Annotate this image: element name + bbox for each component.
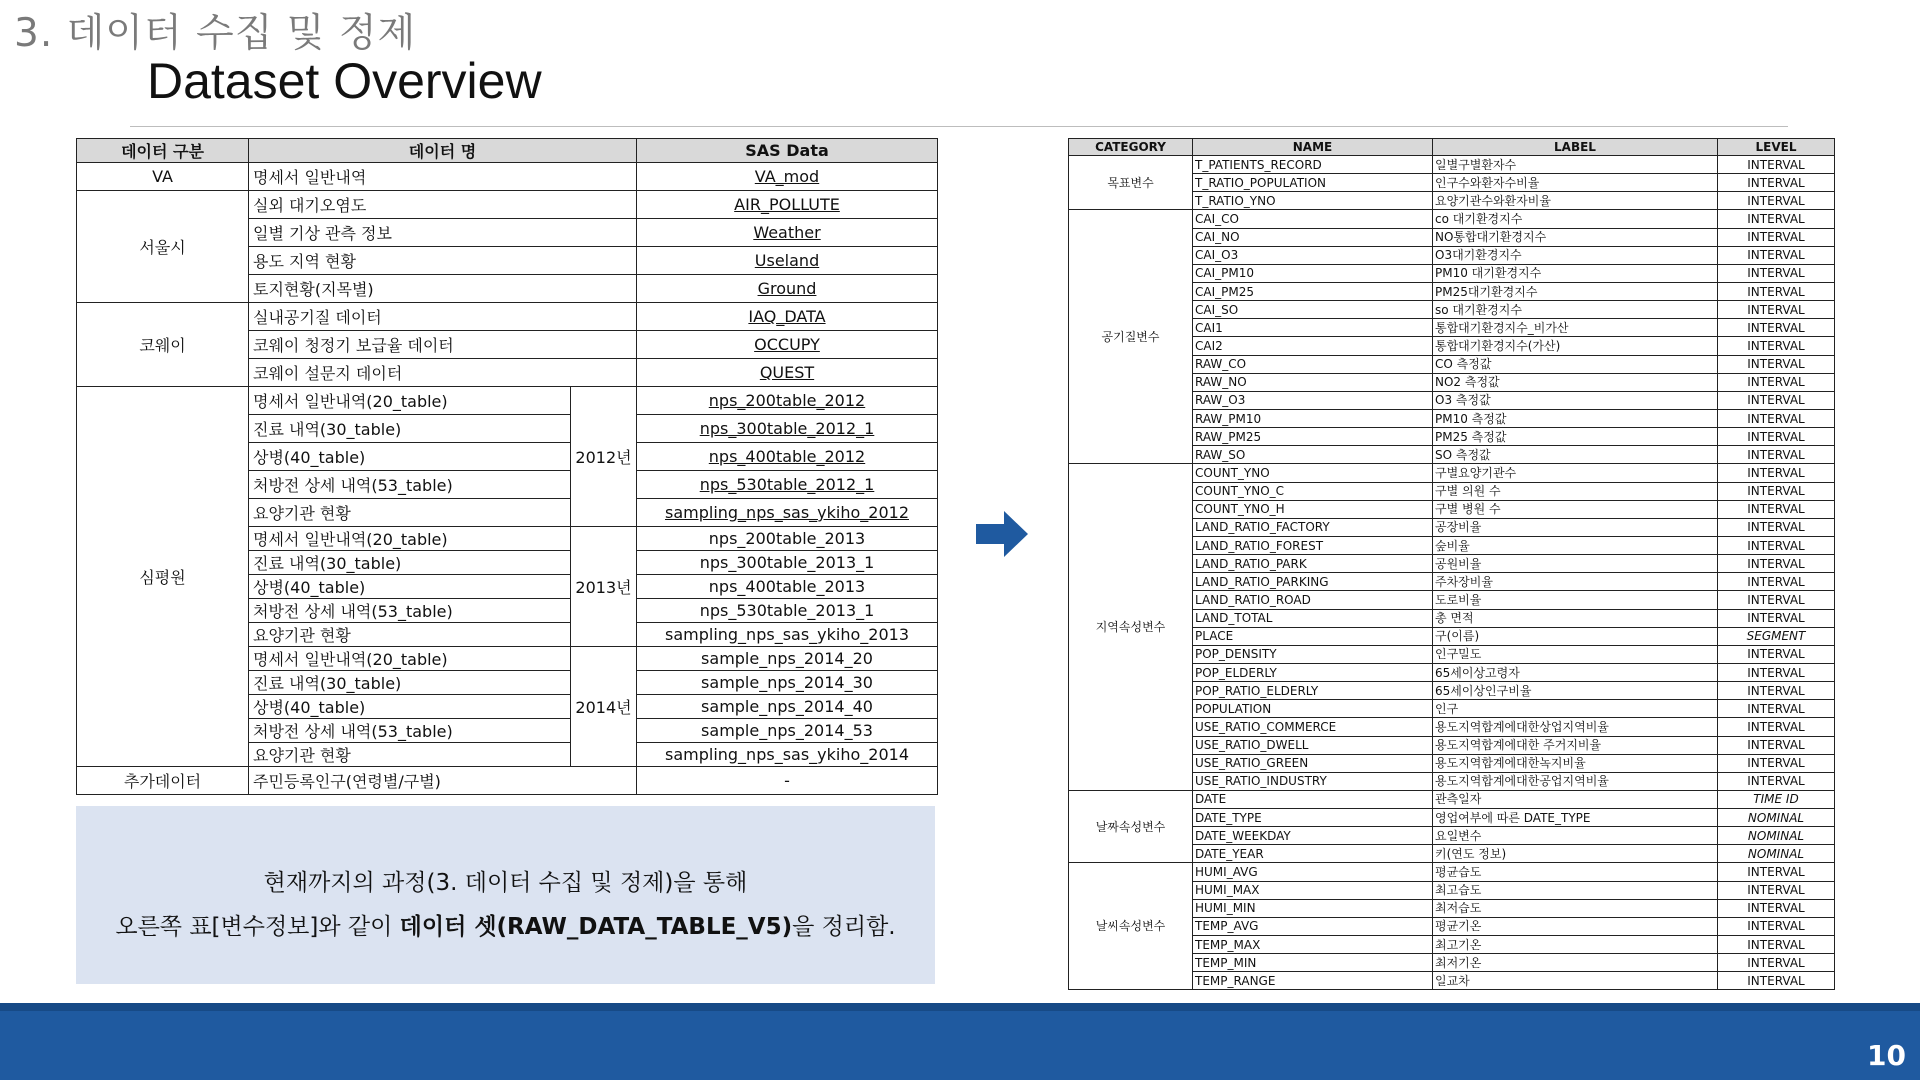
- variable-name-cell: POP_ELDERLY: [1193, 663, 1433, 681]
- variable-name-cell: RAW_CO: [1193, 355, 1433, 373]
- group-cell: 추가데이터: [77, 767, 249, 795]
- variable-name-cell: DATE_YEAR: [1193, 845, 1433, 863]
- sas-data-cell: sampling_nps_sas_ykiho_2012: [637, 499, 938, 527]
- variable-level-cell: INTERVAL: [1718, 355, 1835, 373]
- variable-label-cell: 최저습도: [1433, 899, 1718, 917]
- variable-name-cell: POP_RATIO_ELDERLY: [1193, 682, 1433, 700]
- variable-label-cell: 구(이름): [1433, 627, 1718, 645]
- column-header: SAS Data: [637, 139, 938, 163]
- table-row: [1069, 210, 1835, 228]
- variable-level-cell: NOMINAL: [1718, 827, 1835, 845]
- column-header: LEVEL: [1718, 139, 1835, 156]
- table-row: [1069, 156, 1835, 174]
- variable-level-cell: INTERVAL: [1718, 754, 1835, 772]
- variable-label-cell: 공원비율: [1433, 555, 1718, 573]
- table-row: [1069, 790, 1835, 808]
- variable-name-cell: TEMP_AVG: [1193, 917, 1433, 935]
- variable-label-cell: 키(연도 정보): [1433, 845, 1718, 863]
- sas-data-cell: nps_400table_2012: [637, 443, 938, 471]
- variable-label-cell: 최고습도: [1433, 881, 1718, 899]
- variable-label-cell: co 대기환경지수: [1433, 210, 1718, 228]
- variable-level-cell: INTERVAL: [1718, 645, 1835, 663]
- summary-text: [76, 908, 935, 941]
- data-name-cell: 코웨이 청정기 보급율 데이터: [249, 331, 637, 359]
- column-header: CATEGORY: [1069, 139, 1193, 156]
- variable-name-cell: CAI1: [1193, 319, 1433, 337]
- variable-label-cell: SO 측정값: [1433, 446, 1718, 464]
- variable-name-cell: RAW_PM25: [1193, 428, 1433, 446]
- variable-level-cell: INTERVAL: [1718, 772, 1835, 790]
- variable-label-cell: NO통합대기환경지수: [1433, 228, 1718, 246]
- data-name-cell: 상병(40_table): [249, 695, 571, 719]
- variable-level-cell: INTERVAL: [1718, 954, 1835, 972]
- data-name-cell: 상병(40_table): [249, 443, 571, 471]
- variable-label-cell: 관측일자: [1433, 790, 1718, 808]
- data-name-cell: 처방전 상세 내역(53_table): [249, 719, 571, 743]
- sas-data-cell: nps_530table_2013_1: [637, 599, 938, 623]
- page-number: 10: [1867, 1039, 1906, 1072]
- variable-name-cell: POP_DENSITY: [1193, 645, 1433, 663]
- variable-name-cell: PLACE: [1193, 627, 1433, 645]
- variable-name-cell: CAI_PM25: [1193, 282, 1433, 300]
- category-cell: 공기질변수: [1069, 210, 1193, 464]
- table-row: [77, 191, 938, 219]
- summary-text-prefix: 오른쪽 표[변수정보]와 같이: [115, 914, 400, 940]
- sas-data-cell: sample_nps_2014_20: [637, 647, 938, 671]
- variable-level-cell: INTERVAL: [1718, 863, 1835, 881]
- group-cell: 심평원: [77, 387, 249, 767]
- variable-label-cell: O3 측정값: [1433, 391, 1718, 409]
- table-row: [77, 767, 938, 795]
- variable-level-cell: INTERVAL: [1718, 573, 1835, 591]
- summary-dataset-name: 데이터 셋(RAW_DATA_TABLE_V5): [399, 914, 793, 940]
- variable-label-cell: 65세이상인구비율: [1433, 682, 1718, 700]
- column-header: 데이터 명: [249, 139, 637, 163]
- variable-name-cell: RAW_O3: [1193, 391, 1433, 409]
- variable-label-cell: PM10 대기환경지수: [1433, 264, 1718, 282]
- variable-label-cell: 숲비율: [1433, 536, 1718, 554]
- variable-label-cell: 도로비율: [1433, 591, 1718, 609]
- group-cell: 코웨이: [77, 303, 249, 387]
- dataset-source-table: [76, 138, 938, 795]
- variable-label-cell: 인구수와환자수비율: [1433, 174, 1718, 192]
- variable-name-cell: TEMP_MAX: [1193, 936, 1433, 954]
- data-name-cell: 요양기관 현황: [249, 743, 571, 767]
- variable-level-cell: INTERVAL: [1718, 228, 1835, 246]
- variable-label-cell: 용도지역합계에대한상업지역비율: [1433, 718, 1718, 736]
- variable-level-cell: INTERVAL: [1718, 409, 1835, 427]
- sas-data-cell: sampling_nps_sas_ykiho_2014: [637, 743, 938, 767]
- variable-label-cell: 일교차: [1433, 972, 1718, 990]
- variable-level-cell: INTERVAL: [1718, 174, 1835, 192]
- data-name-cell: 일별 기상 관측 정보: [249, 219, 637, 247]
- variable-name-cell: RAW_SO: [1193, 446, 1433, 464]
- variable-name-cell: RAW_NO: [1193, 373, 1433, 391]
- section-title: 3. 데이터 수집 및 정제: [14, 11, 417, 56]
- variable-name-cell: COUNT_YNO_C: [1193, 482, 1433, 500]
- data-name-cell: 진료 내역(30_table): [249, 671, 571, 695]
- variable-level-cell: INTERVAL: [1718, 391, 1835, 409]
- column-header: LABEL: [1433, 139, 1718, 156]
- right-arrow-icon: [976, 511, 1028, 557]
- data-name-cell: 실내공기질 데이터: [249, 303, 637, 331]
- variable-name-cell: DATE_TYPE: [1193, 809, 1433, 827]
- variable-name-cell: CAI_PM10: [1193, 264, 1433, 282]
- footer-accent: [0, 1003, 1920, 1011]
- sas-data-cell: Ground: [637, 275, 938, 303]
- table-row: [1069, 863, 1835, 881]
- sas-data-cell: nps_530table_2012_1: [637, 471, 938, 499]
- data-name-cell: 실외 대기오염도: [249, 191, 637, 219]
- group-cell: VA: [77, 163, 249, 191]
- variable-level-cell: INTERVAL: [1718, 319, 1835, 337]
- variable-label-cell: 구별 병원 수: [1433, 500, 1718, 518]
- variable-name-cell: LAND_RATIO_ROAD: [1193, 591, 1433, 609]
- variable-level-cell: SEGMENT: [1718, 627, 1835, 645]
- category-cell: 지역속성변수: [1069, 464, 1193, 791]
- variable-name-cell: COUNT_YNO_H: [1193, 500, 1433, 518]
- sas-data-cell: QUEST: [637, 359, 938, 387]
- variable-label-cell: CO 측정값: [1433, 355, 1718, 373]
- variable-info-table: [1068, 138, 1835, 990]
- variable-level-cell: INTERVAL: [1718, 192, 1835, 210]
- table-row: [77, 387, 938, 415]
- variable-name-cell: CAI_CO: [1193, 210, 1433, 228]
- variable-name-cell: LAND_RATIO_PARKING: [1193, 573, 1433, 591]
- variable-label-cell: 일별구별환자수: [1433, 156, 1718, 174]
- variable-name-cell: LAND_RATIO_FOREST: [1193, 536, 1433, 554]
- variable-label-cell: 통합대기환경지수(가산): [1433, 337, 1718, 355]
- variable-level-cell: INTERVAL: [1718, 210, 1835, 228]
- variable-level-cell: INTERVAL: [1718, 246, 1835, 264]
- data-name-cell: 명세서 일반내역: [249, 163, 637, 191]
- category-cell: 날짜속성변수: [1069, 790, 1193, 863]
- variable-name-cell: CAI_SO: [1193, 301, 1433, 319]
- table-row: [1069, 464, 1835, 482]
- year-cell: 2013년: [571, 527, 637, 647]
- variable-name-cell: T_PATIENTS_RECORD: [1193, 156, 1433, 174]
- variable-level-cell: INTERVAL: [1718, 917, 1835, 935]
- variable-level-cell: INTERVAL: [1718, 500, 1835, 518]
- variable-name-cell: T_RATIO_YNO: [1193, 192, 1433, 210]
- variable-level-cell: INTERVAL: [1718, 936, 1835, 954]
- variable-name-cell: HUMI_AVG: [1193, 863, 1433, 881]
- data-name-cell: 처방전 상세 내역(53_table): [249, 471, 571, 499]
- variable-label-cell: 인구밀도: [1433, 645, 1718, 663]
- variable-level-cell: INTERVAL: [1718, 301, 1835, 319]
- variable-label-cell: PM10 측정값: [1433, 409, 1718, 427]
- variable-name-cell: LAND_TOTAL: [1193, 609, 1433, 627]
- page-title: Dataset Overview: [147, 53, 542, 109]
- variable-level-cell: INTERVAL: [1718, 591, 1835, 609]
- variable-level-cell: INTERVAL: [1718, 609, 1835, 627]
- variable-label-cell: 요일변수: [1433, 827, 1718, 845]
- variable-level-cell: INTERVAL: [1718, 881, 1835, 899]
- variable-label-cell: 용도지역합계에대한 주거지비율: [1433, 736, 1718, 754]
- sas-data-cell: sampling_nps_sas_ykiho_2013: [637, 623, 938, 647]
- variable-name-cell: CAI_NO: [1193, 228, 1433, 246]
- year-cell: 2012년: [571, 387, 637, 527]
- sas-data-cell: nps_200table_2012: [637, 387, 938, 415]
- variable-label-cell: 구별요양기관수: [1433, 464, 1718, 482]
- group-cell: 서울시: [77, 191, 249, 303]
- variable-name-cell: DATE_WEEKDAY: [1193, 827, 1433, 845]
- variable-label-cell: 통합대기환경지수_비가산: [1433, 319, 1718, 337]
- variable-name-cell: USE_RATIO_COMMERCE: [1193, 718, 1433, 736]
- footer-bar: [0, 1003, 1920, 1080]
- variable-name-cell: CAI2: [1193, 337, 1433, 355]
- sas-data-cell: nps_300table_2013_1: [637, 551, 938, 575]
- variable-level-cell: INTERVAL: [1718, 482, 1835, 500]
- data-name-cell: 처방전 상세 내역(53_table): [249, 599, 571, 623]
- column-header: NAME: [1193, 139, 1433, 156]
- variable-level-cell: INTERVAL: [1718, 446, 1835, 464]
- year-cell: 2014년: [571, 647, 637, 767]
- sas-data-cell: nps_200table_2013: [637, 527, 938, 551]
- variable-level-cell: INTERVAL: [1718, 428, 1835, 446]
- data-name-cell: 진료 내역(30_table): [249, 415, 571, 443]
- variable-label-cell: O3대기환경지수: [1433, 246, 1718, 264]
- variable-level-cell: INTERVAL: [1718, 663, 1835, 681]
- data-name-cell: 진료 내역(30_table): [249, 551, 571, 575]
- sas-data-cell: -: [637, 767, 938, 795]
- variable-level-cell: INTERVAL: [1718, 736, 1835, 754]
- variable-level-cell: NOMINAL: [1718, 809, 1835, 827]
- data-name-cell: 요양기관 현황: [249, 623, 571, 647]
- variable-level-cell: INTERVAL: [1718, 718, 1835, 736]
- variable-label-cell: 용도지역합계에대한녹지비율: [1433, 754, 1718, 772]
- variable-label-cell: 총 면적: [1433, 609, 1718, 627]
- summary-text: 현재까지의 과정(3. 데이터 수집 및 정제)을 통해: [263, 870, 748, 896]
- category-cell: 날씨속성변수: [1069, 863, 1193, 990]
- variable-level-cell: INTERVAL: [1718, 899, 1835, 917]
- data-name-cell: 용도 지역 현황: [249, 247, 637, 275]
- sas-data-cell: VA_mod: [637, 163, 938, 191]
- sas-data-cell: IAQ_DATA: [637, 303, 938, 331]
- variable-name-cell: T_RATIO_POPULATION: [1193, 174, 1433, 192]
- variable-level-cell: INTERVAL: [1718, 373, 1835, 391]
- data-name-cell: 명세서 일반내역(20_table): [249, 527, 571, 551]
- variable-label-cell: 최저기온: [1433, 954, 1718, 972]
- variable-label-cell: PM25대기환경지수: [1433, 282, 1718, 300]
- variable-label-cell: so 대기환경지수: [1433, 301, 1718, 319]
- summary-box: [76, 806, 935, 984]
- sas-data-cell: AIR_POLLUTE: [637, 191, 938, 219]
- title-divider: [130, 126, 1788, 127]
- variable-level-cell: TIME ID: [1718, 790, 1835, 808]
- variable-label-cell: 최고기온: [1433, 936, 1718, 954]
- variable-label-cell: 평균기온: [1433, 917, 1718, 935]
- table-row: [77, 163, 938, 191]
- data-name-cell: 코웨이 설문지 데이터: [249, 359, 637, 387]
- variable-name-cell: POPULATION: [1193, 700, 1433, 718]
- sas-data-cell: OCCUPY: [637, 331, 938, 359]
- variable-name-cell: USE_RATIO_INDUSTRY: [1193, 772, 1433, 790]
- variable-name-cell: CAI_O3: [1193, 246, 1433, 264]
- summary-text-suffix: 을 정리함.: [792, 914, 896, 940]
- data-name-cell: 주민등록인구(연령별/구별): [249, 767, 637, 795]
- sas-data-cell: sample_nps_2014_40: [637, 695, 938, 719]
- variable-label-cell: NO2 측정값: [1433, 373, 1718, 391]
- variable-level-cell: INTERVAL: [1718, 518, 1835, 536]
- variable-name-cell: HUMI_MIN: [1193, 899, 1433, 917]
- variable-name-cell: USE_RATIO_DWELL: [1193, 736, 1433, 754]
- variable-name-cell: COUNT_YNO: [1193, 464, 1433, 482]
- sas-data-cell: Useland: [637, 247, 938, 275]
- data-name-cell: 요양기관 현황: [249, 499, 571, 527]
- variable-name-cell: USE_RATIO_GREEN: [1193, 754, 1433, 772]
- variable-label-cell: 용도지역합계에대한공업지역비율: [1433, 772, 1718, 790]
- variable-name-cell: DATE: [1193, 790, 1433, 808]
- variable-level-cell: INTERVAL: [1718, 700, 1835, 718]
- data-name-cell: 명세서 일반내역(20_table): [249, 647, 571, 671]
- column-header: 데이터 구분: [77, 139, 249, 163]
- data-name-cell: 상병(40_table): [249, 575, 571, 599]
- variable-label-cell: 주차장비율: [1433, 573, 1718, 591]
- variable-label-cell: 구별 의원 수: [1433, 482, 1718, 500]
- variable-level-cell: INTERVAL: [1718, 555, 1835, 573]
- variable-name-cell: RAW_PM10: [1193, 409, 1433, 427]
- variable-name-cell: TEMP_MIN: [1193, 954, 1433, 972]
- variable-level-cell: INTERVAL: [1718, 156, 1835, 174]
- variable-level-cell: INTERVAL: [1718, 337, 1835, 355]
- variable-label-cell: 요양기관수와환자비율: [1433, 192, 1718, 210]
- variable-level-cell: INTERVAL: [1718, 682, 1835, 700]
- variable-label-cell: PM25 측정값: [1433, 428, 1718, 446]
- sas-data-cell: sample_nps_2014_30: [637, 671, 938, 695]
- sas-data-cell: sample_nps_2014_53: [637, 719, 938, 743]
- variable-name-cell: LAND_RATIO_FACTORY: [1193, 518, 1433, 536]
- data-name-cell: 토지현황(지목별): [249, 275, 637, 303]
- variable-level-cell: INTERVAL: [1718, 264, 1835, 282]
- variable-name-cell: TEMP_RANGE: [1193, 972, 1433, 990]
- data-name-cell: 명세서 일반내역(20_table): [249, 387, 571, 415]
- variable-level-cell: INTERVAL: [1718, 536, 1835, 554]
- variable-level-cell: INTERVAL: [1718, 464, 1835, 482]
- variable-name-cell: LAND_RATIO_PARK: [1193, 555, 1433, 573]
- variable-level-cell: INTERVAL: [1718, 972, 1835, 990]
- variable-label-cell: 영업여부에 따른 DATE_TYPE: [1433, 809, 1718, 827]
- sas-data-cell: nps_400table_2013: [637, 575, 938, 599]
- variable-level-cell: NOMINAL: [1718, 845, 1835, 863]
- variable-name-cell: HUMI_MAX: [1193, 881, 1433, 899]
- category-cell: 목표변수: [1069, 156, 1193, 210]
- variable-label-cell: 공장비율: [1433, 518, 1718, 536]
- variable-label-cell: 인구: [1433, 700, 1718, 718]
- sas-data-cell: Weather: [637, 219, 938, 247]
- sas-data-cell: nps_300table_2012_1: [637, 415, 938, 443]
- variable-label-cell: 평균습도: [1433, 863, 1718, 881]
- table-row: [77, 303, 938, 331]
- variable-level-cell: INTERVAL: [1718, 282, 1835, 300]
- variable-label-cell: 65세이상고령자: [1433, 663, 1718, 681]
